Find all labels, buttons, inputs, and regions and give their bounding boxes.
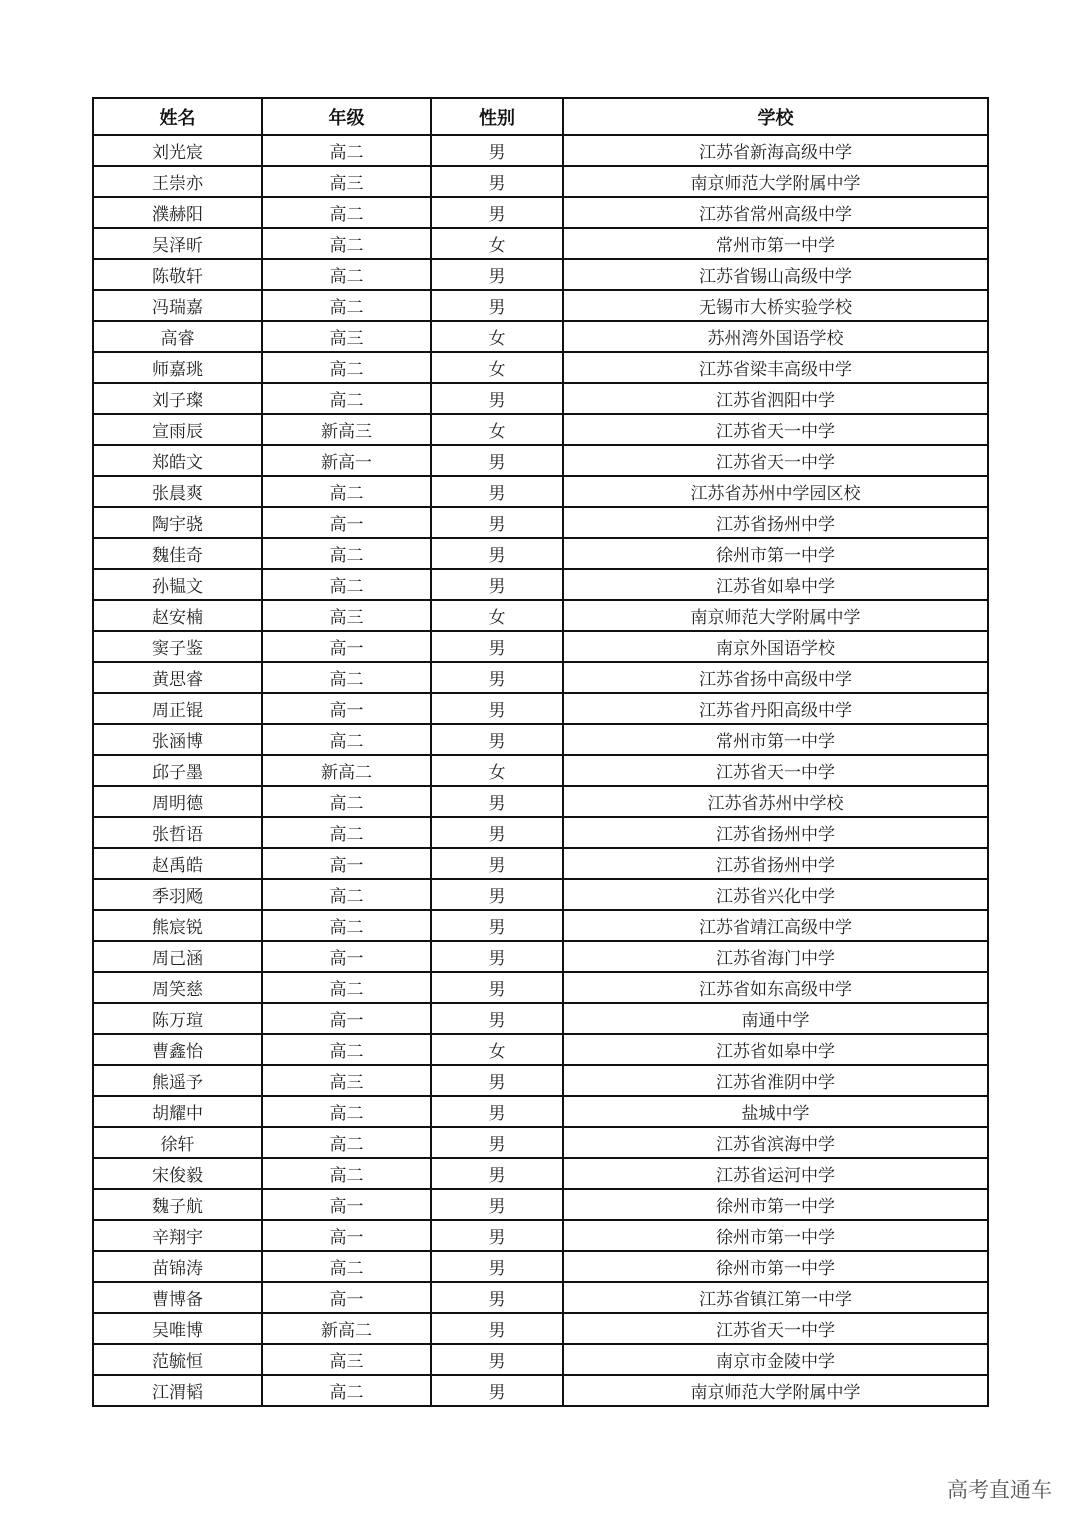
cell-name: 高睿	[93, 321, 262, 352]
cell-gender: 男	[431, 1344, 563, 1375]
cell-gender: 男	[431, 1375, 563, 1406]
cell-gender: 男	[431, 1127, 563, 1158]
table-row	[93, 1251, 988, 1282]
cell-gender: 女	[431, 321, 563, 352]
table-row	[93, 1189, 988, 1220]
cell-school: 常州市第一中学	[563, 724, 988, 755]
cell-school: 江苏省新海高级中学	[563, 135, 988, 166]
cell-school: 南京师范大学附属中学	[563, 166, 988, 197]
cell-gender: 男	[431, 507, 563, 538]
cell-name: 熊宸锐	[93, 910, 262, 941]
cell-school: 江苏省扬州中学	[563, 507, 988, 538]
watermark: 高考直通车	[947, 1479, 1052, 1502]
cell-name: 陈敬轩	[93, 259, 262, 290]
header-school: 学校	[563, 98, 988, 135]
cell-school: 徐州市第一中学	[563, 1189, 988, 1220]
cell-name: 曹博备	[93, 1282, 262, 1313]
cell-school: 江苏省扬州中学	[563, 848, 988, 879]
table-row	[93, 1034, 988, 1065]
cell-grade: 高二	[262, 569, 431, 600]
cell-name: 刘子璨	[93, 383, 262, 414]
cell-gender: 男	[431, 445, 563, 476]
table-row	[93, 352, 988, 383]
table-row	[93, 1096, 988, 1127]
table-row	[93, 1003, 988, 1034]
table-row	[93, 507, 988, 538]
cell-grade: 高二	[262, 290, 431, 321]
cell-school: 江苏省丹阳高级中学	[563, 693, 988, 724]
table-row	[93, 910, 988, 941]
cell-grade: 高二	[262, 259, 431, 290]
cell-gender: 男	[431, 693, 563, 724]
cell-school: 江苏省扬州中学	[563, 817, 988, 848]
cell-name: 徐轩	[93, 1127, 262, 1158]
table-row	[93, 1220, 988, 1251]
cell-school: 徐州市第一中学	[563, 1251, 988, 1282]
cell-gender: 男	[431, 476, 563, 507]
cell-gender: 女	[431, 600, 563, 631]
cell-gender: 男	[431, 166, 563, 197]
cell-school: 江苏省如东高级中学	[563, 972, 988, 1003]
cell-grade: 高二	[262, 1251, 431, 1282]
cell-grade: 高二	[262, 197, 431, 228]
cell-gender: 男	[431, 1158, 563, 1189]
cell-school: 盐城中学	[563, 1096, 988, 1127]
cell-grade: 高二	[262, 476, 431, 507]
table-row	[93, 1127, 988, 1158]
table-row	[93, 879, 988, 910]
cell-gender: 女	[431, 755, 563, 786]
cell-grade: 高二	[262, 1127, 431, 1158]
cell-school: 徐州市第一中学	[563, 1220, 988, 1251]
cell-name: 周正锟	[93, 693, 262, 724]
cell-school: 徐州市第一中学	[563, 538, 988, 569]
cell-school: 南京市金陵中学	[563, 1344, 988, 1375]
cell-grade: 高三	[262, 1344, 431, 1375]
cell-gender: 男	[431, 569, 563, 600]
cell-name: 魏子航	[93, 1189, 262, 1220]
cell-name: 邱子墨	[93, 755, 262, 786]
cell-school: 江苏省常州高级中学	[563, 197, 988, 228]
cell-grade: 高三	[262, 166, 431, 197]
cell-gender: 男	[431, 1096, 563, 1127]
cell-gender: 男	[431, 197, 563, 228]
cell-gender: 男	[431, 1220, 563, 1251]
cell-gender: 男	[431, 941, 563, 972]
cell-grade: 新高三	[262, 414, 431, 445]
table-row	[93, 755, 988, 786]
table-header-row	[93, 98, 988, 135]
cell-name: 张涵博	[93, 724, 262, 755]
cell-school: 江苏省靖江高级中学	[563, 910, 988, 941]
table-row	[93, 135, 988, 166]
cell-name: 吴唯博	[93, 1313, 262, 1344]
cell-name: 赵安楠	[93, 600, 262, 631]
cell-grade: 高二	[262, 1158, 431, 1189]
cell-gender: 男	[431, 910, 563, 941]
cell-school: 南通中学	[563, 1003, 988, 1034]
cell-name: 黄思睿	[93, 662, 262, 693]
cell-name: 周笑慈	[93, 972, 262, 1003]
student-table	[92, 97, 989, 1407]
cell-gender: 女	[431, 1034, 563, 1065]
cell-school: 江苏省天一中学	[563, 414, 988, 445]
cell-gender: 男	[431, 1282, 563, 1313]
table-row	[93, 569, 988, 600]
cell-gender: 男	[431, 786, 563, 817]
cell-grade: 高二	[262, 538, 431, 569]
cell-name: 季羽飏	[93, 879, 262, 910]
cell-gender: 女	[431, 352, 563, 383]
table-row	[93, 693, 988, 724]
cell-name: 师嘉珧	[93, 352, 262, 383]
cell-gender: 男	[431, 879, 563, 910]
table-row	[93, 197, 988, 228]
cell-grade: 高二	[262, 1096, 431, 1127]
table-row	[93, 724, 988, 755]
cell-grade: 高二	[262, 879, 431, 910]
table-row	[93, 817, 988, 848]
cell-school: 常州市第一中学	[563, 228, 988, 259]
cell-grade: 高一	[262, 693, 431, 724]
cell-gender: 男	[431, 1251, 563, 1282]
cell-gender: 女	[431, 414, 563, 445]
table-row	[93, 166, 988, 197]
cell-school: 江苏省镇江第一中学	[563, 1282, 988, 1313]
cell-school: 南京师范大学附属中学	[563, 1375, 988, 1406]
cell-name: 陈万瑄	[93, 1003, 262, 1034]
cell-grade: 高二	[262, 662, 431, 693]
header-grade: 年级	[262, 98, 431, 135]
cell-name: 辛翔宇	[93, 1220, 262, 1251]
table-row	[93, 414, 988, 445]
cell-grade: 高二	[262, 1034, 431, 1065]
cell-grade: 高一	[262, 1189, 431, 1220]
cell-grade: 高二	[262, 1375, 431, 1406]
table-row	[93, 445, 988, 476]
cell-grade: 高二	[262, 724, 431, 755]
table-row	[93, 321, 988, 352]
table-row	[93, 848, 988, 879]
cell-name: 熊遥予	[93, 1065, 262, 1096]
cell-grade: 高二	[262, 817, 431, 848]
cell-grade: 高三	[262, 1065, 431, 1096]
table-row	[93, 476, 988, 507]
table-body	[93, 135, 988, 1406]
cell-gender: 男	[431, 631, 563, 662]
cell-school: 江苏省梁丰高级中学	[563, 352, 988, 383]
cell-school: 江苏省兴化中学	[563, 879, 988, 910]
cell-school: 江苏省如皋中学	[563, 569, 988, 600]
cell-name: 曹鑫怡	[93, 1034, 262, 1065]
cell-gender: 男	[431, 383, 563, 414]
table-row	[93, 1158, 988, 1189]
cell-gender: 男	[431, 662, 563, 693]
cell-name: 刘光宸	[93, 135, 262, 166]
cell-name: 陶宇骁	[93, 507, 262, 538]
table-row	[93, 1313, 988, 1344]
cell-grade: 高二	[262, 135, 431, 166]
table-row	[93, 972, 988, 1003]
cell-name: 张哲语	[93, 817, 262, 848]
cell-gender: 男	[431, 1313, 563, 1344]
cell-name: 江渭韬	[93, 1375, 262, 1406]
cell-gender: 男	[431, 1065, 563, 1096]
cell-grade: 高二	[262, 910, 431, 941]
table-row	[93, 1375, 988, 1406]
table-row	[93, 941, 988, 972]
cell-gender: 男	[431, 724, 563, 755]
cell-school: 江苏省如皋中学	[563, 1034, 988, 1065]
cell-gender: 男	[431, 1003, 563, 1034]
cell-school: 苏州湾外国语学校	[563, 321, 988, 352]
cell-grade: 高一	[262, 848, 431, 879]
cell-name: 王崇亦	[93, 166, 262, 197]
cell-school: 江苏省天一中学	[563, 445, 988, 476]
cell-school: 江苏省运河中学	[563, 1158, 988, 1189]
cell-grade: 新高二	[262, 1313, 431, 1344]
cell-school: 江苏省海门中学	[563, 941, 988, 972]
cell-name: 郑皓文	[93, 445, 262, 476]
table-row	[93, 259, 988, 290]
cell-school: 江苏省淮阴中学	[563, 1065, 988, 1096]
cell-grade: 高一	[262, 507, 431, 538]
cell-school: 南京师范大学附属中学	[563, 600, 988, 631]
cell-gender: 男	[431, 290, 563, 321]
cell-school: 南京外国语学校	[563, 631, 988, 662]
cell-grade: 高二	[262, 352, 431, 383]
cell-gender: 男	[431, 848, 563, 879]
cell-grade: 高一	[262, 1003, 431, 1034]
cell-grade: 高三	[262, 600, 431, 631]
table-row	[93, 290, 988, 321]
cell-name: 周己涵	[93, 941, 262, 972]
cell-grade: 新高二	[262, 755, 431, 786]
table-row	[93, 786, 988, 817]
cell-school: 江苏省天一中学	[563, 755, 988, 786]
cell-grade: 新高一	[262, 445, 431, 476]
header-gender: 性别	[431, 98, 563, 135]
cell-name: 冯瑞嘉	[93, 290, 262, 321]
cell-gender: 男	[431, 1189, 563, 1220]
cell-school: 江苏省扬中高级中学	[563, 662, 988, 693]
table-row	[93, 600, 988, 631]
cell-name: 宣雨辰	[93, 414, 262, 445]
table-row	[93, 383, 988, 414]
cell-name: 魏佳奇	[93, 538, 262, 569]
cell-school: 江苏省苏州中学园区校	[563, 476, 988, 507]
cell-gender: 男	[431, 538, 563, 569]
cell-grade: 高一	[262, 1220, 431, 1251]
cell-grade: 高一	[262, 631, 431, 662]
table-row	[93, 1065, 988, 1096]
cell-name: 濮赫阳	[93, 197, 262, 228]
cell-school: 无锡市大桥实验学校	[563, 290, 988, 321]
cell-gender: 男	[431, 817, 563, 848]
cell-school: 江苏省锡山高级中学	[563, 259, 988, 290]
cell-name: 周明德	[93, 786, 262, 817]
cell-gender: 女	[431, 228, 563, 259]
table-row	[93, 662, 988, 693]
cell-grade: 高一	[262, 941, 431, 972]
header-name: 姓名	[93, 98, 262, 135]
cell-grade: 高二	[262, 972, 431, 1003]
cell-name: 宋俊毅	[93, 1158, 262, 1189]
cell-name: 孙韫文	[93, 569, 262, 600]
cell-school: 江苏省苏州中学校	[563, 786, 988, 817]
cell-name: 赵禹皓	[93, 848, 262, 879]
cell-name: 窦子鉴	[93, 631, 262, 662]
cell-gender: 男	[431, 259, 563, 290]
table-row	[93, 538, 988, 569]
cell-gender: 男	[431, 135, 563, 166]
cell-school: 江苏省泗阳中学	[563, 383, 988, 414]
table-row	[93, 228, 988, 259]
cell-school: 江苏省滨海中学	[563, 1127, 988, 1158]
cell-grade: 高二	[262, 228, 431, 259]
cell-grade: 高二	[262, 786, 431, 817]
table-row	[93, 631, 988, 662]
table-row	[93, 1282, 988, 1313]
cell-grade: 高一	[262, 1282, 431, 1313]
cell-grade: 高三	[262, 321, 431, 352]
cell-name: 范毓恒	[93, 1344, 262, 1375]
cell-grade: 高二	[262, 383, 431, 414]
cell-name: 吴泽昕	[93, 228, 262, 259]
cell-name: 张晨爽	[93, 476, 262, 507]
cell-name: 胡耀中	[93, 1096, 262, 1127]
cell-name: 苗锦涛	[93, 1251, 262, 1282]
cell-school: 江苏省天一中学	[563, 1313, 988, 1344]
table-row	[93, 1344, 988, 1375]
cell-gender: 男	[431, 972, 563, 1003]
